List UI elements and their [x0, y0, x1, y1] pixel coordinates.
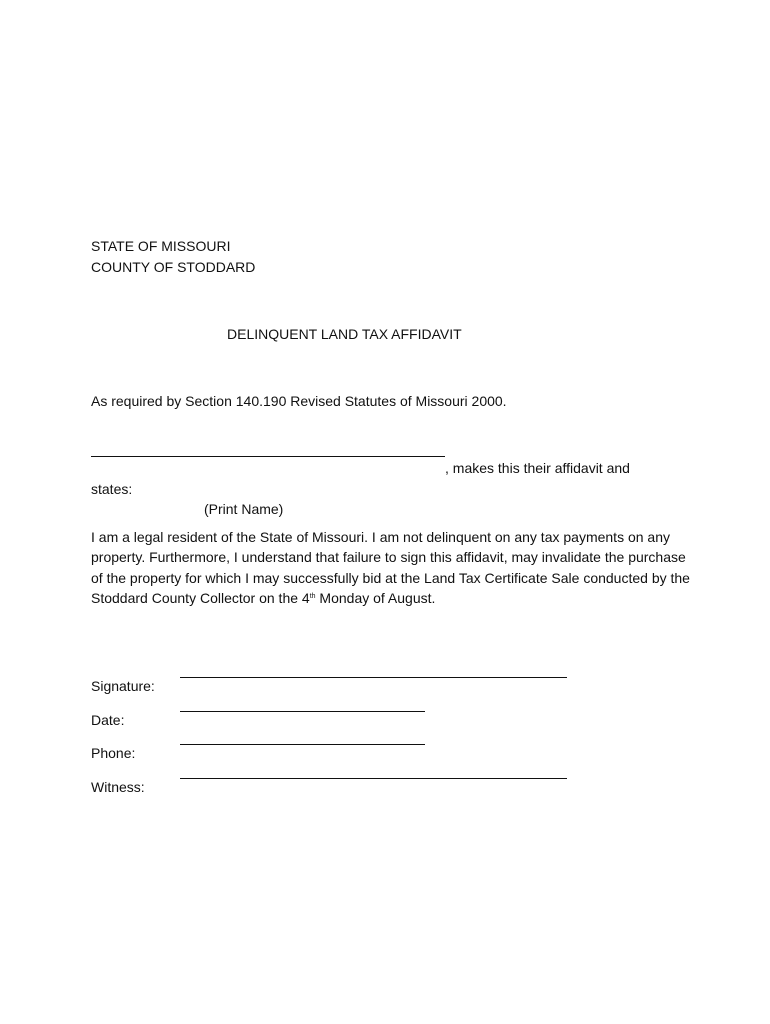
- affidavit-body: [91, 527, 691, 608]
- statute-reference: As required by Section 140.190 Revised Statutes of Missouri 2000.: [91, 393, 507, 409]
- ordinal-suffix: th: [309, 592, 316, 600]
- print-name-caption: (Print Name): [204, 501, 284, 517]
- witness-label: Witness:: [91, 779, 145, 795]
- signature-label: Signature:: [91, 678, 155, 694]
- document-title: DELINQUENT LAND TAX AFFIDAVIT: [227, 326, 462, 342]
- county-heading: COUNTY OF STODDARD: [91, 259, 256, 275]
- phone-label: Phone:: [91, 745, 136, 761]
- affiant-continuation: states:: [91, 481, 133, 497]
- print-name-line: [91, 456, 445, 457]
- affiant-statement: , makes this their affidavit and: [445, 460, 630, 476]
- affidavit-body-end: Monday of August.: [315, 589, 436, 606]
- witness-line[interactable]: [180, 778, 567, 779]
- affidavit-body-text: I am a legal resident of the State of Missouri. I am not delinquent on any tax payments on any property. Furthermore, I understand that failure to sign this affidavit, may invalidate the purchase of the property for which I may successfully bid at the Land Tax Certificate Sale conducted by the Stoddard County Collector on the 4: [91, 529, 690, 606]
- date-line[interactable]: [180, 711, 425, 712]
- state-heading: STATE OF MISSOURI: [91, 238, 231, 254]
- phone-line[interactable]: [180, 744, 425, 745]
- signature-line[interactable]: [180, 677, 567, 678]
- date-label: Date:: [91, 712, 125, 728]
